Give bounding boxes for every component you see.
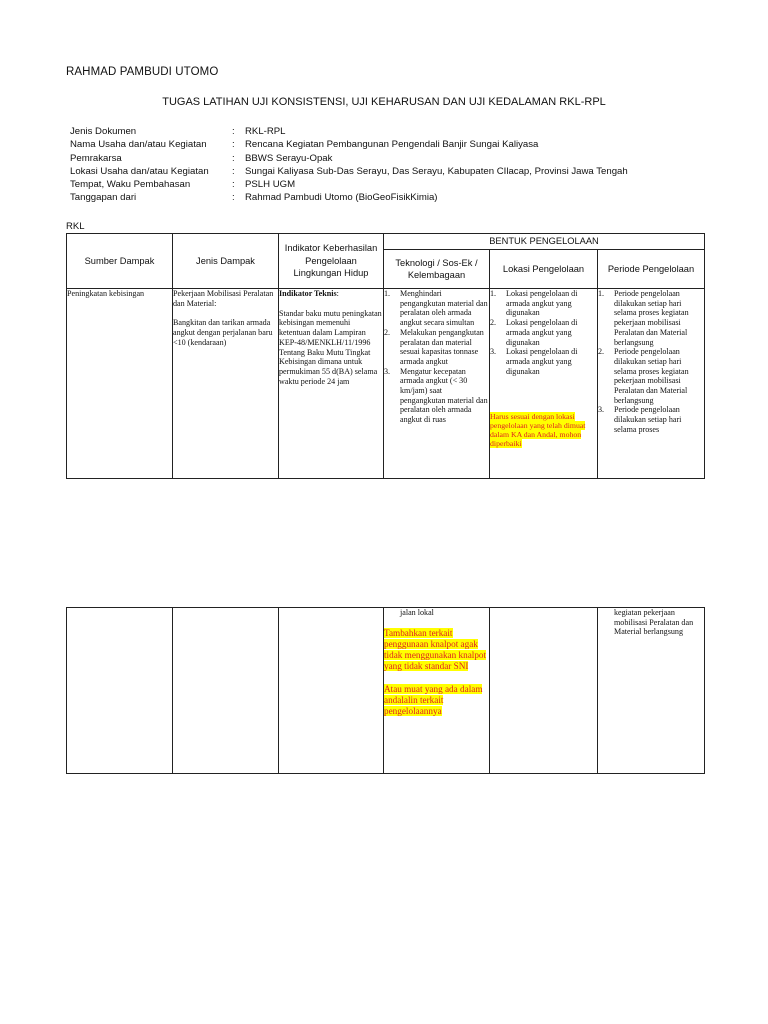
table-row [67,289,705,479]
periode-continued-text: kegiatan pekerjaan mobilisasi Peralatan dan Material berlangsung [614,608,694,637]
lokasi-list [490,289,597,376]
section-label-rkl: RKL [66,221,85,232]
rkl-table [66,233,705,479]
info-value: Sungai Kaliyasa Sub-Das Serayu, Das Serayu, Kabupaten CIlacap, Provinsi Jawa Tengah [245,165,628,177]
info-separator: : [232,165,235,177]
info-separator: : [232,192,235,204]
info-value: Rahmad Pambudi Utomo (BioGeoFisikKimia) [245,192,438,204]
document-title: TUGAS LATIHAN UJI KONSISTENSI, UJI KEHARUSAN DAN UJI KEDALAMAN RKL-RPL [162,96,606,108]
list-item: 3. Mengatur kecepatan armada angkut (< 30 km/jam) saat pengangkutan material dan peralatan oleh armada angkut di ruas [384,366,488,425]
cell-indikator [279,289,384,479]
document-info [70,126,628,206]
header-jenis-dampak: Jenis Dampak [173,234,279,289]
jenis-dampak-activity: Pekerjaan Mobilisasi Peralatan dan Material: [173,289,274,308]
header-sumber-dampak: Sumber Dampak [67,234,173,289]
teknologi-continued-text: jalan lokal [400,608,434,617]
list-item: 2. Melakukan pengangkutan peralatan dan material sesuai kapasitas tonnase armada angkut [384,327,484,366]
info-value: PSLH UGM [245,179,296,191]
header-periode: Periode Pengelolaan [598,250,705,289]
header-lokasi: Lokasi Pengelolaan [490,250,598,289]
info-row [70,179,628,192]
info-key: Tanggapan dari [70,192,137,204]
author-name: RAHMAD PAMBUDI UTOMO [66,66,219,78]
review-comment-knalpot: Tambahkan terkait penggunaan knalpot agak tidak menggunakan knalpot yang tidak standar SNI [384,627,487,672]
info-key: Lokasi Usaha dan/atau Kegiatan [70,165,209,177]
sumber-dampak-text: Peningkatan kebisingan [67,289,145,298]
list-item: 1. Menghindari pengangkutan material dan peralatan oleh armada angkut secara simultan [384,289,488,328]
list-item: 3. Lokasi pengelolaan di armada angkut yang digunakan [490,347,578,376]
cell-lokasi [490,289,598,479]
table-row [67,608,705,774]
indikator-colon: : [336,289,339,298]
header-bentuk-pengelolaan: BENTUK PENGELOLAAN [384,234,705,250]
cell-teknologi [384,289,490,479]
list-item: 1. Periode pengelolaan dilakukan setiap hari selama proses kegiatan pekerjaan mobilisasi Peralatan dan Material berlangsung [598,289,689,347]
cell-periode [598,289,705,479]
cell-sumber-dampak [67,289,173,479]
indikator-text: Standar baku mutu peningkatan kebisingan memenuhi ketentuan dalam Lampiran KEP-48/MENKLH/11/1996 Tentang Baku Mutu Tingkat Kebisingan dimana untuk permukiman 55 d(BA) selama waktu periode 24 jam [279,308,382,386]
review-comment-lokasi: Harus sesuai dengan lokasi pengelolaan yang telah dimuat dalam KA dan Andal, mohon diperbaiki [490,412,586,449]
list-item: 2. Periode pengelolaan dilakukan setiap hari selama proses kegiatan pekerjaan mobilisasi Peralatan dan Material berlangsung [598,347,689,405]
jenis-dampak-description: Bangkitan dan tarikan armada angkut dengan perjalanan baru <10 (kendaraan) [173,318,273,347]
cell-jenis-dampak [173,289,279,479]
info-row [70,166,628,179]
periode-list [598,289,704,435]
info-key: Jenis Dokumen [70,126,137,137]
info-separator: : [232,179,235,191]
info-value: RKL-RPL [245,126,286,137]
cell-lokasi-cont [490,608,598,774]
info-row [70,126,628,139]
header-indikator: Indikator Keberhasilan Pengelolaan Lingkungan Hidup [279,234,384,289]
teknologi-list [384,289,489,425]
cell-teknologi-cont [384,608,490,774]
info-row [70,153,628,166]
rkl-table-continuation [66,607,705,774]
info-row [70,192,628,205]
cell-jenis-dampak-cont [173,608,279,774]
cell-sumber-dampak-cont [67,608,173,774]
header-teknologi: Teknologi / Sos-Ek / Kelembagaan [384,250,490,289]
list-item: 2. Lokasi pengelolaan di armada angkut yang digunakan [490,318,578,347]
review-comment-andalalin: Atau muat yang ada dalam andalalin terkait pengelolaannya [384,683,483,716]
cell-indikator-cont [279,608,384,774]
info-value: Rencana Kegiatan Pembangunan Pengendali Banjir Sungai Kaliyasa [245,139,539,151]
indikator-title: Indikator Teknis [279,289,337,298]
info-separator: : [232,126,235,137]
cell-periode-cont [598,608,705,774]
info-key: Tempat, Waku Pembahasan [70,179,191,191]
list-item: 3. Periode pengelolaan dilakukan setiap hari selama proses [598,405,682,434]
info-value: BBWS Serayu-Opak [245,152,333,164]
list-item: 1. Lokasi pengelolaan di armada angkut yang digunakan [490,289,578,318]
info-key: Nama Usaha dan/atau Kegiatan [70,139,207,151]
info-separator: : [232,139,235,151]
info-separator: : [232,152,235,164]
info-row [70,139,628,152]
info-key: Pemrakarsa [70,152,122,164]
